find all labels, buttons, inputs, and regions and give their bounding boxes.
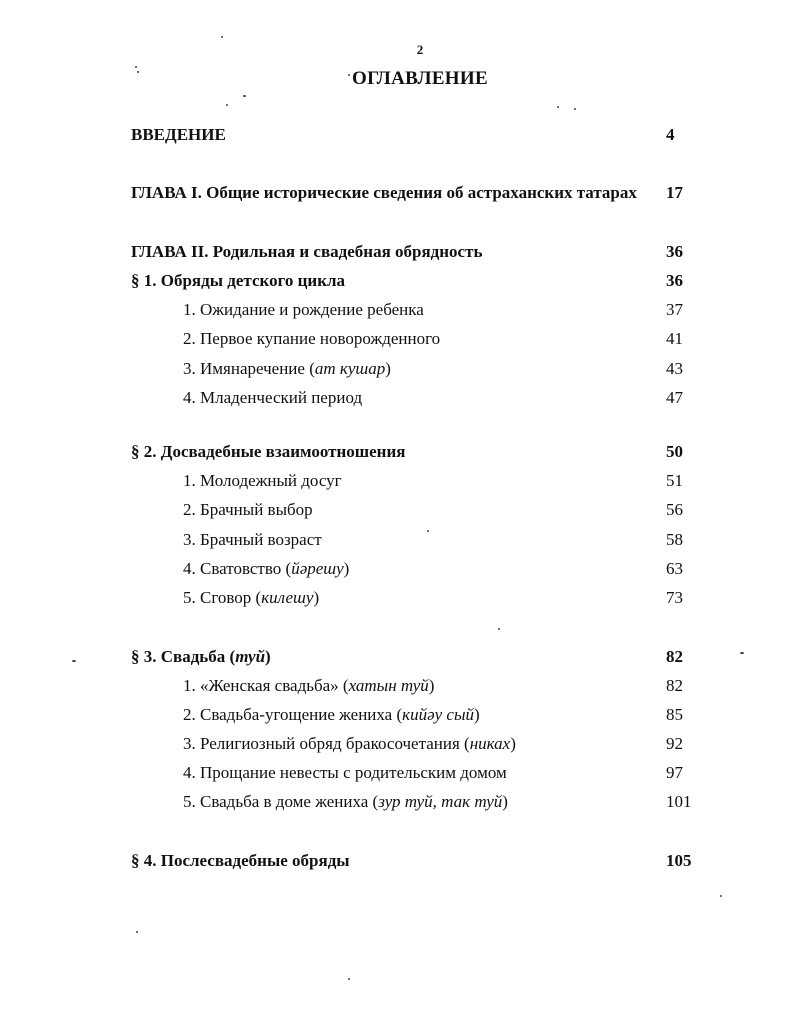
scan-speck <box>348 74 350 76</box>
scan-speck <box>574 108 576 110</box>
toc-entry-page: 105 <box>666 851 692 870</box>
page-number: 2 <box>416 42 424 57</box>
toc-entry-section-3 <box>0 645 796 669</box>
toc-entry-label: 1. «Женская свадьба» (хатын туй) <box>183 676 435 695</box>
toc-entry-section-4 <box>0 849 796 873</box>
toc-subentry <box>0 498 796 522</box>
term-italic: зур туй, так туй <box>378 792 503 811</box>
toc-entry-label: 5. Сговор (килешу) <box>183 588 320 607</box>
toc-entry-page: 43 <box>666 359 683 378</box>
scan-speck <box>226 104 228 106</box>
toc-entry-page: 36 <box>666 271 683 290</box>
term-italic: ат кушар <box>314 359 386 378</box>
toc-entry-chapter-1 <box>0 181 796 205</box>
toc-entry-label: 4. Сватовство (йәрешу) <box>183 559 350 578</box>
toc-entry-page: 36 <box>666 242 683 261</box>
toc-subentry <box>0 528 796 552</box>
toc-entry-page: 4 <box>666 125 675 144</box>
term-italic: кийәу сый <box>402 705 474 724</box>
toc-entry-page: 101 <box>666 792 692 811</box>
toc-subentry <box>0 298 796 322</box>
toc-subentry <box>0 327 796 351</box>
scan-speck <box>557 106 559 108</box>
toc-entry-label: 1. Ожидание и рождение ребенка <box>183 300 424 319</box>
toc-entry-page: 50 <box>666 442 683 461</box>
toc-entry-label: § 2. Досвадебные взаимоотношения <box>131 442 406 461</box>
toc-entry-label: 5. Свадьба в доме жениха (зур туй, так туй) <box>183 792 508 811</box>
toc-entry-page: 17 <box>666 183 683 202</box>
toc-entry-section-2 <box>0 440 796 464</box>
toc-entry-label: 4. Младенческий период <box>183 388 363 407</box>
toc-subentry <box>0 586 796 610</box>
scan-speck <box>498 628 500 630</box>
toc-entry-label: ВВЕДЕНИЕ <box>131 125 226 144</box>
toc-subentry <box>0 557 796 581</box>
toc-subentry <box>0 790 796 814</box>
toc-entry-page: 85 <box>666 705 683 724</box>
scan-speck <box>427 530 429 532</box>
term-italic: хатын туй <box>348 676 429 695</box>
toc-entry-label: § 4. Послесвадебные обряды <box>131 851 350 870</box>
scan-speck <box>740 652 744 654</box>
toc-entry-page: 73 <box>666 588 683 607</box>
scan-speck <box>221 36 223 38</box>
scan-speck <box>137 71 139 73</box>
toc-subentry <box>0 732 796 756</box>
toc-entry-label: § 1. Обряды детского цикла <box>131 271 346 290</box>
term-italic: йәрешу <box>291 559 344 578</box>
toc-entry-label: 2. Свадьба-угощение жениха (кийәу сый) <box>183 705 480 724</box>
toc-entry-label: 3. Имянаречение (ат кушар) <box>183 359 391 378</box>
toc-entry-label: § 3. Свадьба (туй) <box>131 647 271 666</box>
toc-entry-page: 63 <box>666 559 683 578</box>
term-italic: туй <box>235 647 266 666</box>
scan-speck <box>135 66 137 68</box>
toc-entry-label: 2. Первое купание новорожденного <box>183 329 441 348</box>
toc-entry-label: ГЛАВА II. Родильная и свадебная обрядность <box>131 242 483 261</box>
toc-entry-section-1 <box>0 269 796 293</box>
scan-speck <box>136 931 138 933</box>
toc-subentry <box>0 386 796 410</box>
scan-speck <box>348 978 350 980</box>
toc-entry-page: 82 <box>666 647 683 666</box>
toc-entry-page: 58 <box>666 530 683 549</box>
scan-speck <box>72 660 76 662</box>
toc-subentry <box>0 469 796 493</box>
toc-entry-label: 3. Брачный возраст <box>183 530 322 549</box>
toc-entry-label: 1. Молодежный досуг <box>183 471 342 490</box>
toc-entry-label: ГЛАВА I. Общие исторические сведения об астраханских татарах <box>131 183 637 202</box>
scan-speck <box>243 95 246 97</box>
toc-entry-page: 92 <box>666 734 683 753</box>
scan-speck <box>720 895 722 897</box>
toc-subentry <box>0 357 796 381</box>
toc-entry-label: 4. Прощание невесты с родительским домом <box>183 763 507 782</box>
toc-entry-page: 47 <box>666 388 683 407</box>
toc-subentry <box>0 674 796 698</box>
page-title: ОГЛАВЛЕНИЕ <box>352 68 488 89</box>
toc-entry-chapter-2 <box>0 240 796 264</box>
toc-subentry <box>0 703 796 727</box>
toc-entry-page: 56 <box>666 500 683 519</box>
toc-subentry <box>0 761 796 785</box>
toc-entry-page: 51 <box>666 471 683 490</box>
toc-entry-page: 41 <box>666 329 683 348</box>
toc-entry-introduction <box>0 123 796 147</box>
toc-entry-label: 2. Брачный выбор <box>183 500 313 519</box>
term-italic: килешу <box>261 588 314 607</box>
toc-entry-page: 97 <box>666 763 683 782</box>
toc-entry-page: 82 <box>666 676 683 695</box>
toc-entry-label: 3. Религиозный обряд бракосочетания (никах) <box>183 734 516 753</box>
term-italic: никах <box>469 734 511 753</box>
toc-entry-page: 37 <box>666 300 683 319</box>
